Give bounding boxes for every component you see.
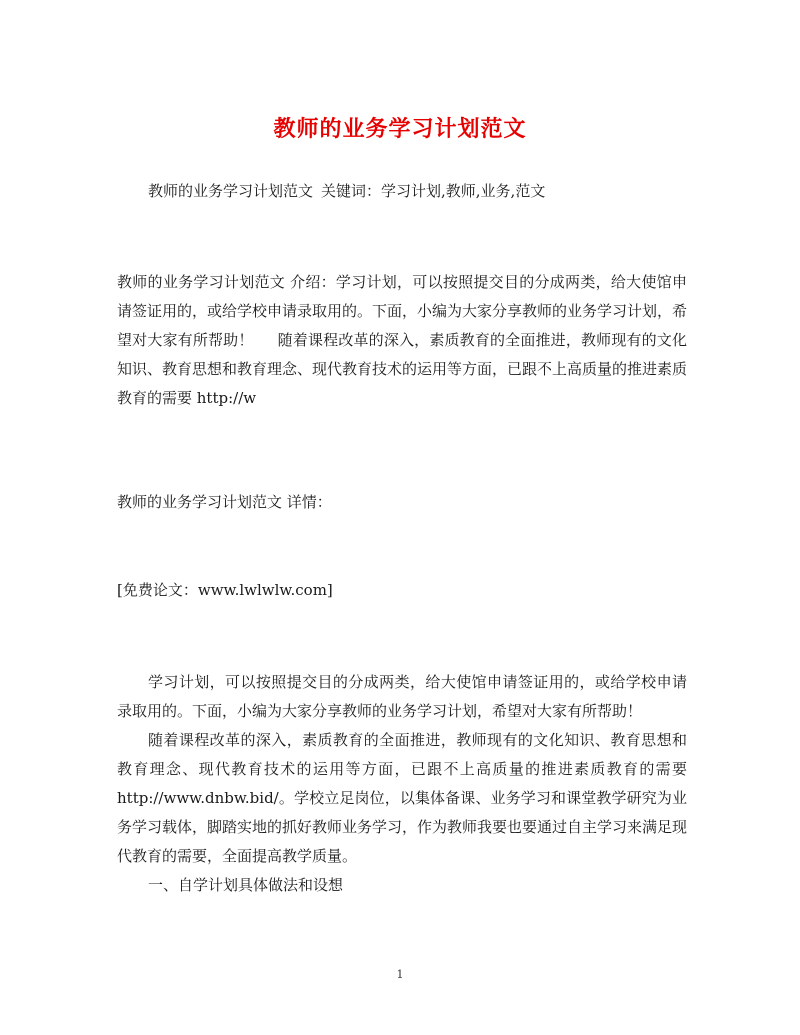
body-section: [117, 668, 687, 900]
keywords-label: 关键词：学习计划,教师,业务,范文: [321, 182, 546, 200]
body-paragraph-1: 学习计划，可以按照提交目的分成两类，给大使馆申请签证用的，或给学校申请录取用的。下面，小编为大家分享教师的业务学习计划，希望对大家有所帮助！: [117, 673, 687, 720]
detail-heading: 教师的业务学习计划范文 详情：: [117, 493, 332, 511]
keywords-line: [148, 180, 545, 201]
body-paragraph-2: 随着课程改革的深入，素质教育的全面推进，教师现有的文化知识、教育思想和教育理念、现代教育技术的运用等方面，已跟不上高质量的推进素质教育的需要 http://www.dnbw.bid/。学校立足岗位，以集体备课、业务学习和课堂教学研究为业务学习载体，脚踏实地的抓好教师业务学习，作为教师我要也要通过自主学习来满足现代教育的需要，全面提高教学质量。: [117, 731, 688, 865]
section-heading-1: 一、自学计划具体做法和设想: [148, 876, 344, 894]
document-title: 教师的业务学习计划范文: [273, 116, 527, 142]
intro-text-part2: 随着课程改革的深入，素质教育的全面推进，教师现有的文化知识、教育思想和教育理念、现代教育技术的运用等方面，已跟不上高质量的推进素质教育的需要 http://w: [117, 331, 688, 407]
page-number: 1: [396, 968, 404, 981]
keywords-prefix: 教师的业务学习计划范文: [148, 182, 314, 200]
intro-text-part1: 教师的业务学习计划范文 介绍：学习计划，可以按照提交目的分成两类，给大使馆申请签证用的，或给学校申请录取用的。下面，小编为大家分享教师的业务学习计划，希望对大家有所帮助！: [117, 273, 688, 349]
free-paper-link: [免费论文：www.lwlwlw.com]: [117, 581, 333, 599]
intro-paragraph: [117, 268, 687, 413]
